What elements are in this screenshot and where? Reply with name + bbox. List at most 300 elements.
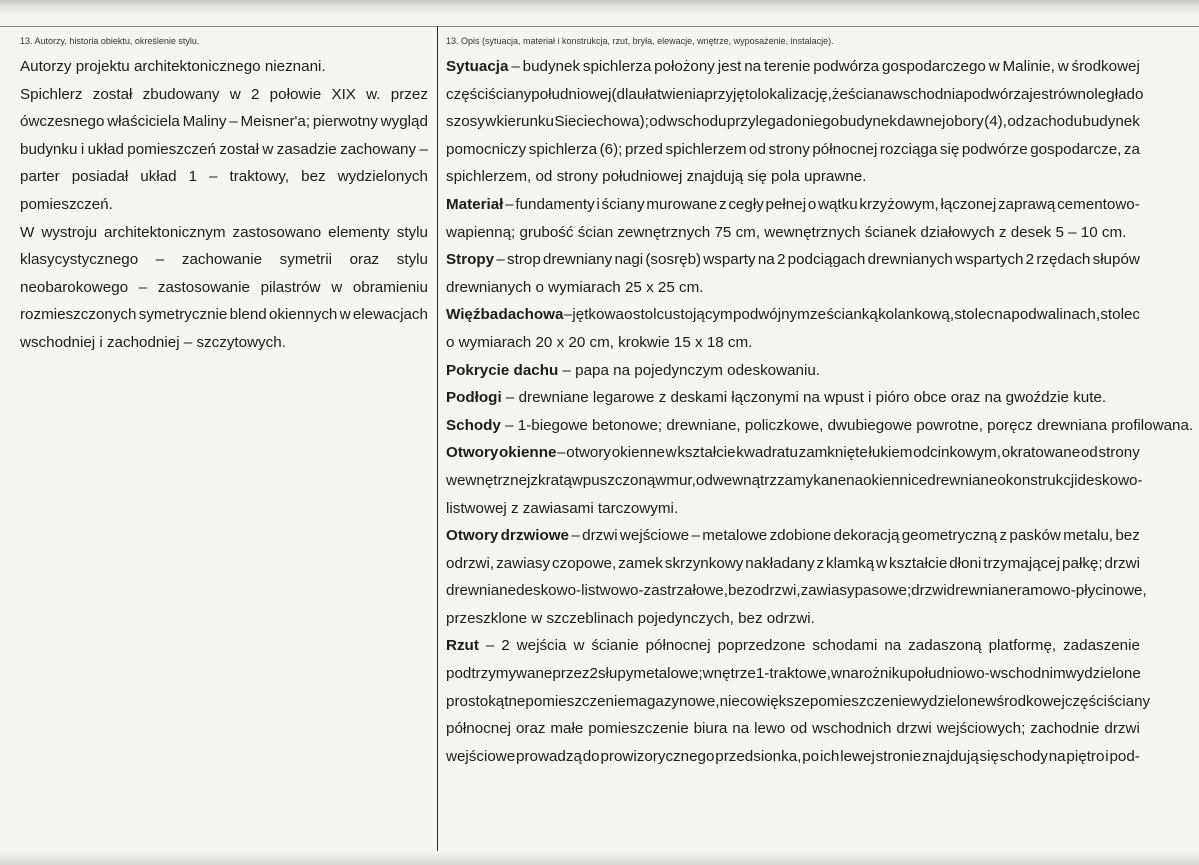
word: zachodnie bbox=[1030, 720, 1100, 738]
word: w bbox=[262, 140, 274, 158]
word: Więźba bbox=[446, 306, 499, 324]
word: cementowo- bbox=[1057, 195, 1140, 213]
word: podwórza bbox=[963, 85, 1030, 103]
word: środkowej bbox=[1071, 58, 1140, 75]
right-text-line bbox=[446, 384, 1140, 412]
word: magazynowe, bbox=[625, 692, 720, 710]
word: zachowanie bbox=[181, 251, 263, 269]
word: pomocniczy bbox=[446, 140, 527, 158]
word: dekoracją bbox=[833, 527, 900, 545]
word: północnej bbox=[446, 720, 512, 738]
word: się bbox=[939, 140, 960, 158]
line-text: – drewniane legarowe z deskami łączonymi na wpust i pióro obce oraz na gwoździe kute. bbox=[501, 389, 1107, 407]
word: południowo-wschodnim bbox=[907, 665, 1066, 683]
word: Otwory bbox=[446, 527, 499, 545]
scan-edge-top bbox=[0, 0, 1199, 16]
word: stolec bbox=[954, 306, 994, 324]
word: prostokątne bbox=[446, 692, 526, 710]
word: wschodnia bbox=[891, 85, 964, 103]
word: lewej bbox=[840, 747, 875, 765]
word: od bbox=[1007, 113, 1025, 131]
word: Malinie, bbox=[1002, 58, 1055, 75]
word: 2 bbox=[776, 251, 786, 269]
right-body bbox=[446, 53, 1194, 770]
word: Rzut bbox=[446, 637, 479, 655]
word: prowizorycznego bbox=[600, 747, 715, 765]
word: – bbox=[138, 278, 148, 296]
word: drzwiowe bbox=[500, 527, 570, 545]
word: dachowa bbox=[498, 306, 564, 324]
word: zasadzie bbox=[276, 140, 337, 158]
word: Stropy bbox=[446, 251, 495, 269]
word: bez bbox=[727, 582, 753, 600]
word: pasowe; bbox=[854, 582, 912, 600]
word: podciągach bbox=[787, 251, 866, 269]
word: oraz bbox=[349, 251, 380, 269]
right-text-line bbox=[446, 495, 1140, 523]
word: w bbox=[985, 692, 997, 710]
word: wydzielone bbox=[910, 692, 986, 710]
word: wystroju bbox=[41, 223, 98, 241]
right-text-line bbox=[446, 246, 1140, 274]
word: w bbox=[830, 665, 842, 683]
word: architektonicznym bbox=[103, 223, 226, 241]
word: pomieszczenie bbox=[809, 692, 911, 710]
word: do bbox=[1126, 85, 1144, 103]
word: – bbox=[155, 251, 165, 269]
right-text-line bbox=[446, 550, 1140, 578]
word: obory bbox=[945, 113, 984, 131]
word: zachodu bbox=[1024, 113, 1083, 131]
word: w bbox=[339, 306, 351, 324]
right-text-line bbox=[446, 163, 1140, 191]
word: niego bbox=[801, 113, 840, 131]
line-text: Autorzy projektu architektonicznego nieznani. bbox=[20, 58, 326, 75]
word: został bbox=[92, 85, 133, 103]
word: – bbox=[571, 527, 580, 545]
word: wschodnich bbox=[812, 720, 892, 738]
word: Sieciechowa); bbox=[554, 113, 649, 131]
word: drewnianych bbox=[867, 251, 953, 269]
word: zachowany bbox=[340, 140, 417, 158]
word: platformę, bbox=[988, 637, 1057, 655]
word: przyjęto bbox=[704, 85, 758, 103]
word: ułatwienia bbox=[636, 85, 705, 103]
word: na bbox=[846, 471, 864, 489]
word: klasycystycznego bbox=[20, 251, 139, 269]
word: wewnętrznej bbox=[446, 471, 531, 489]
word: wejściowych; bbox=[936, 720, 1026, 738]
word: do bbox=[784, 113, 802, 131]
word: o bbox=[997, 471, 1006, 489]
word: ściana bbox=[847, 85, 892, 103]
word: w. bbox=[366, 85, 381, 103]
word: w bbox=[485, 113, 497, 131]
word: w bbox=[665, 444, 677, 462]
word: że bbox=[831, 85, 848, 103]
word: stolcu bbox=[632, 306, 673, 324]
word: Sytuacja bbox=[446, 58, 509, 75]
word: od bbox=[749, 140, 766, 158]
word: wątku bbox=[818, 195, 858, 213]
word: deskowo- bbox=[1077, 471, 1143, 489]
word: lewo bbox=[754, 720, 786, 738]
word: skrzynkowy bbox=[664, 554, 744, 572]
word: przez bbox=[552, 665, 590, 683]
line-text: wapienną; grubość ścian zewnętrznych 75 cm, wewnętrznych ścianek działowych z desek 5 – 10 cm. bbox=[446, 223, 1127, 241]
word: części bbox=[446, 85, 489, 103]
right-text-line bbox=[446, 632, 1140, 660]
word: środkowej bbox=[996, 692, 1065, 710]
word: podwórze bbox=[961, 140, 1028, 158]
word: szosy bbox=[446, 113, 485, 131]
right-text-line bbox=[446, 660, 1140, 688]
word: do bbox=[582, 747, 600, 765]
line-text: przeszklone w szczeblinach pojedynczych, bez odrzwi. bbox=[446, 609, 815, 627]
word: schody bbox=[999, 747, 1048, 765]
line-text: wschodniej i zachodniej – szczytowych. bbox=[20, 333, 286, 351]
right-text-line bbox=[446, 522, 1140, 550]
word: zdobione bbox=[769, 527, 832, 545]
word: elementy bbox=[328, 223, 390, 241]
word: stronie bbox=[875, 747, 922, 765]
word: metalowe; bbox=[633, 665, 703, 683]
word: – bbox=[209, 168, 218, 186]
word: nakładany bbox=[745, 554, 815, 572]
word: w bbox=[988, 58, 1000, 75]
word: traktowy, bbox=[229, 168, 290, 186]
word: nagi bbox=[614, 251, 644, 269]
line-text: listwowej z zawiasami tarczowymi. bbox=[446, 499, 679, 517]
word: zbudowany bbox=[142, 85, 220, 103]
word: 2 bbox=[501, 637, 510, 655]
right-text-line bbox=[446, 605, 1140, 633]
word: wejścia bbox=[516, 637, 567, 655]
word: od bbox=[649, 113, 667, 131]
word: – bbox=[557, 444, 566, 462]
word: i bbox=[596, 195, 600, 213]
word: odrzwi, bbox=[752, 582, 801, 600]
section-term: Pokrycie dachu bbox=[446, 361, 559, 379]
word: południowej bbox=[531, 85, 612, 103]
word: pomieszczeń bbox=[127, 140, 216, 158]
word: wewnątrz bbox=[712, 471, 777, 489]
word: przez bbox=[390, 85, 428, 103]
word: drewniany bbox=[542, 251, 613, 269]
word: – bbox=[563, 306, 573, 324]
word: ówczesnego bbox=[20, 113, 105, 131]
word: zaprawą bbox=[997, 195, 1056, 213]
word: okiennych bbox=[268, 306, 338, 324]
scan-edge-bottom bbox=[0, 851, 1199, 865]
word: (4), bbox=[984, 113, 1007, 131]
word: nieco bbox=[719, 692, 756, 710]
word: i bbox=[1105, 747, 1109, 765]
word: 1-traktowe, bbox=[755, 665, 831, 683]
word: stolec bbox=[1100, 306, 1140, 324]
word: drewniane bbox=[946, 582, 1017, 600]
left-column bbox=[20, 34, 428, 357]
right-text-line bbox=[446, 577, 1147, 605]
word: metalu, bbox=[1063, 527, 1114, 545]
column-divider bbox=[437, 26, 438, 856]
word: podwórza bbox=[813, 58, 880, 75]
word: – bbox=[496, 251, 505, 269]
word: okienne bbox=[499, 444, 557, 462]
word: drewniane bbox=[446, 582, 517, 600]
word: stylu bbox=[396, 251, 428, 269]
left-text-line bbox=[20, 246, 428, 274]
word: schodami bbox=[812, 637, 878, 655]
word: 2 bbox=[589, 665, 598, 683]
word: przylega bbox=[726, 113, 785, 131]
word: podwalinach, bbox=[1011, 306, 1101, 324]
word: w bbox=[331, 278, 343, 296]
word: symetrii bbox=[279, 251, 332, 269]
word: jętkowa bbox=[572, 306, 624, 324]
word: murowane bbox=[646, 195, 718, 213]
word: po bbox=[802, 747, 820, 765]
word: klamką bbox=[826, 554, 875, 572]
word: parter bbox=[20, 168, 60, 186]
word: północnej bbox=[812, 140, 878, 158]
right-heading: 13. Opis (sytuacja, materiał i konstrukcja, rzut, bryła, elewacje, wnętrze, wyposażenie, instalacje). bbox=[446, 36, 834, 46]
word: zawiasy bbox=[800, 582, 855, 600]
right-text-line bbox=[446, 81, 1144, 109]
right-text-line bbox=[446, 136, 1140, 164]
right-text-line bbox=[446, 743, 1140, 771]
right-text-line bbox=[446, 191, 1140, 219]
left-text-line bbox=[20, 219, 428, 247]
word: rozciąga bbox=[879, 140, 938, 158]
word: został bbox=[219, 140, 259, 158]
word: pełnej bbox=[765, 195, 807, 213]
word: – bbox=[419, 140, 428, 158]
word: kształcie bbox=[889, 554, 948, 572]
word: od bbox=[790, 720, 808, 738]
word: terenie bbox=[763, 58, 811, 75]
word: jest bbox=[717, 58, 742, 75]
word: w bbox=[229, 85, 241, 103]
right-text-line bbox=[446, 108, 1140, 136]
word: łączonej bbox=[940, 195, 997, 213]
word: okratowane bbox=[1001, 444, 1081, 462]
word: oraz bbox=[515, 720, 546, 738]
left-text-line bbox=[20, 136, 428, 164]
word: (sosręb) bbox=[645, 251, 702, 269]
word: wspartych bbox=[955, 251, 1024, 269]
right-column bbox=[446, 34, 1194, 770]
word: z bbox=[816, 554, 825, 572]
word: poprzedzone bbox=[717, 637, 806, 655]
word: krzyżowym, bbox=[859, 195, 939, 213]
word: pilastrów bbox=[260, 278, 321, 296]
word: na bbox=[1048, 747, 1066, 765]
word: okienne bbox=[611, 444, 665, 462]
right-text-line bbox=[446, 439, 1140, 467]
left-text-line bbox=[20, 108, 428, 136]
word: fundamenty bbox=[515, 195, 595, 213]
word: słupy bbox=[597, 665, 634, 683]
word: od bbox=[695, 471, 713, 489]
word: w bbox=[1057, 58, 1069, 75]
word: narożniku bbox=[841, 665, 908, 683]
right-text-line bbox=[446, 301, 1140, 329]
table-top-rule bbox=[0, 26, 1199, 27]
word: piętro bbox=[1066, 747, 1105, 765]
word: – bbox=[485, 637, 495, 655]
word: pałkę; bbox=[1062, 554, 1103, 572]
left-text-line bbox=[20, 274, 428, 302]
word: neobarokowego bbox=[20, 278, 129, 296]
word: znajdują bbox=[922, 747, 979, 765]
word: XIX bbox=[331, 85, 356, 103]
word: drzwi bbox=[1104, 720, 1140, 738]
word: trzymającej bbox=[983, 554, 1061, 572]
word: spichlerza bbox=[528, 140, 598, 158]
word: drewniane bbox=[927, 471, 998, 489]
word: drzwi bbox=[582, 527, 618, 545]
word: strony bbox=[768, 140, 810, 158]
word: posiadał bbox=[71, 168, 129, 186]
word: obramieniu bbox=[352, 278, 428, 296]
word: budynek bbox=[839, 113, 897, 131]
word: o bbox=[624, 306, 633, 324]
word: geometryczną bbox=[901, 527, 998, 545]
word: w bbox=[573, 637, 585, 655]
word: wschodu bbox=[666, 113, 727, 131]
word: pomieszczenie bbox=[588, 720, 689, 738]
word: symetrycznie bbox=[138, 306, 228, 324]
word: położony bbox=[654, 58, 715, 75]
right-text-line bbox=[446, 467, 1143, 495]
word: przedsionka, bbox=[715, 747, 802, 765]
word: Maliny bbox=[182, 113, 227, 131]
word: pierwotny bbox=[312, 113, 378, 131]
word: ramowo-płycinowe, bbox=[1016, 582, 1147, 600]
word: strony bbox=[1098, 444, 1140, 462]
right-text-line bbox=[446, 357, 1140, 385]
left-text-line bbox=[20, 191, 428, 219]
word: budynku bbox=[20, 140, 78, 158]
word: metalowe bbox=[702, 527, 768, 545]
word: drzwi bbox=[911, 582, 947, 600]
word: strop bbox=[507, 251, 541, 269]
word: stojącym bbox=[672, 306, 733, 324]
word: na bbox=[732, 720, 750, 738]
word: z bbox=[530, 471, 539, 489]
word: Otwory bbox=[446, 444, 499, 462]
word: spichlerza bbox=[582, 58, 652, 75]
word: pasków bbox=[1009, 527, 1061, 545]
word: ścianie bbox=[591, 637, 639, 655]
word: w bbox=[655, 471, 667, 489]
word: przed bbox=[624, 140, 663, 158]
word: odrzwi, bbox=[446, 554, 495, 572]
word: ze bbox=[810, 306, 827, 324]
word: z bbox=[719, 195, 727, 213]
word: wygląd bbox=[380, 113, 428, 131]
word: kształcie bbox=[677, 444, 736, 462]
word: wydzielonych bbox=[337, 168, 428, 186]
word: wejściowe bbox=[446, 747, 516, 765]
word: z bbox=[999, 527, 1008, 545]
word: ścianką bbox=[826, 306, 878, 324]
word: konstrukcji bbox=[1005, 471, 1078, 489]
word: Meisner'a; bbox=[240, 113, 311, 131]
word: wpuszczoną bbox=[571, 471, 656, 489]
word: cegły bbox=[728, 195, 764, 213]
word: połowie bbox=[269, 85, 322, 103]
word: drzwi bbox=[1104, 554, 1140, 572]
word: na bbox=[884, 637, 902, 655]
word: ściany bbox=[1107, 692, 1151, 710]
line-text: pomieszczeń. bbox=[20, 195, 113, 213]
word: się bbox=[979, 747, 999, 765]
word: deskowo-listwowo-zastrzałowe, bbox=[516, 582, 728, 600]
word: – bbox=[505, 195, 514, 213]
word: wejściowe bbox=[619, 527, 690, 545]
word: 2 bbox=[250, 85, 260, 103]
word: części bbox=[1064, 692, 1108, 710]
word: kierunku bbox=[496, 113, 554, 131]
word: jest bbox=[1029, 85, 1054, 103]
word: większe bbox=[755, 692, 810, 710]
right-text-line bbox=[446, 219, 1140, 247]
word: lokalizację, bbox=[757, 85, 832, 103]
word: stylu bbox=[396, 223, 428, 241]
word: budynek bbox=[1082, 113, 1140, 131]
right-text-line bbox=[446, 329, 1140, 357]
left-text-line bbox=[20, 301, 428, 329]
word: bez bbox=[1115, 527, 1140, 545]
word: łukiem bbox=[868, 444, 913, 462]
word: zawiasy bbox=[496, 554, 551, 572]
word: rzędach bbox=[1036, 251, 1091, 269]
word: (6); bbox=[599, 140, 623, 158]
word: o bbox=[807, 195, 817, 213]
right-text-line bbox=[446, 715, 1140, 743]
word: prowadzą bbox=[516, 747, 582, 765]
word: kolankową, bbox=[878, 306, 955, 324]
word: drzwi bbox=[896, 720, 932, 738]
word: od bbox=[1080, 444, 1098, 462]
word: elewacjach bbox=[352, 306, 428, 324]
word: układ bbox=[140, 168, 177, 186]
line-text: drewnianych o wymiarach 25 x 25 cm. bbox=[446, 278, 704, 296]
word: – bbox=[691, 527, 700, 545]
word: biura bbox=[693, 720, 728, 738]
word: wnętrze bbox=[702, 665, 756, 683]
word: wydzielone bbox=[1065, 665, 1141, 683]
left-text-line bbox=[20, 329, 428, 357]
word: mur, bbox=[666, 471, 696, 489]
left-heading: 13. Autorzy, historia obiektu, określenie stylu. bbox=[20, 36, 200, 46]
word: w bbox=[876, 554, 888, 572]
word: na bbox=[744, 58, 762, 75]
word: słupów bbox=[1092, 251, 1140, 269]
word: właściciela bbox=[107, 113, 180, 131]
left-text-line bbox=[20, 81, 428, 109]
line-text: – papa na pojedynczym odeskowaniu. bbox=[558, 361, 821, 379]
word: rozmieszczonych bbox=[20, 306, 137, 324]
word: zadaszenie bbox=[1063, 637, 1140, 655]
word: spichlerzem bbox=[665, 140, 747, 158]
word: 2 bbox=[1025, 251, 1035, 269]
section-term: Podłogi bbox=[446, 389, 502, 407]
word: zamknięte bbox=[798, 444, 868, 462]
left-text-line bbox=[20, 53, 428, 81]
